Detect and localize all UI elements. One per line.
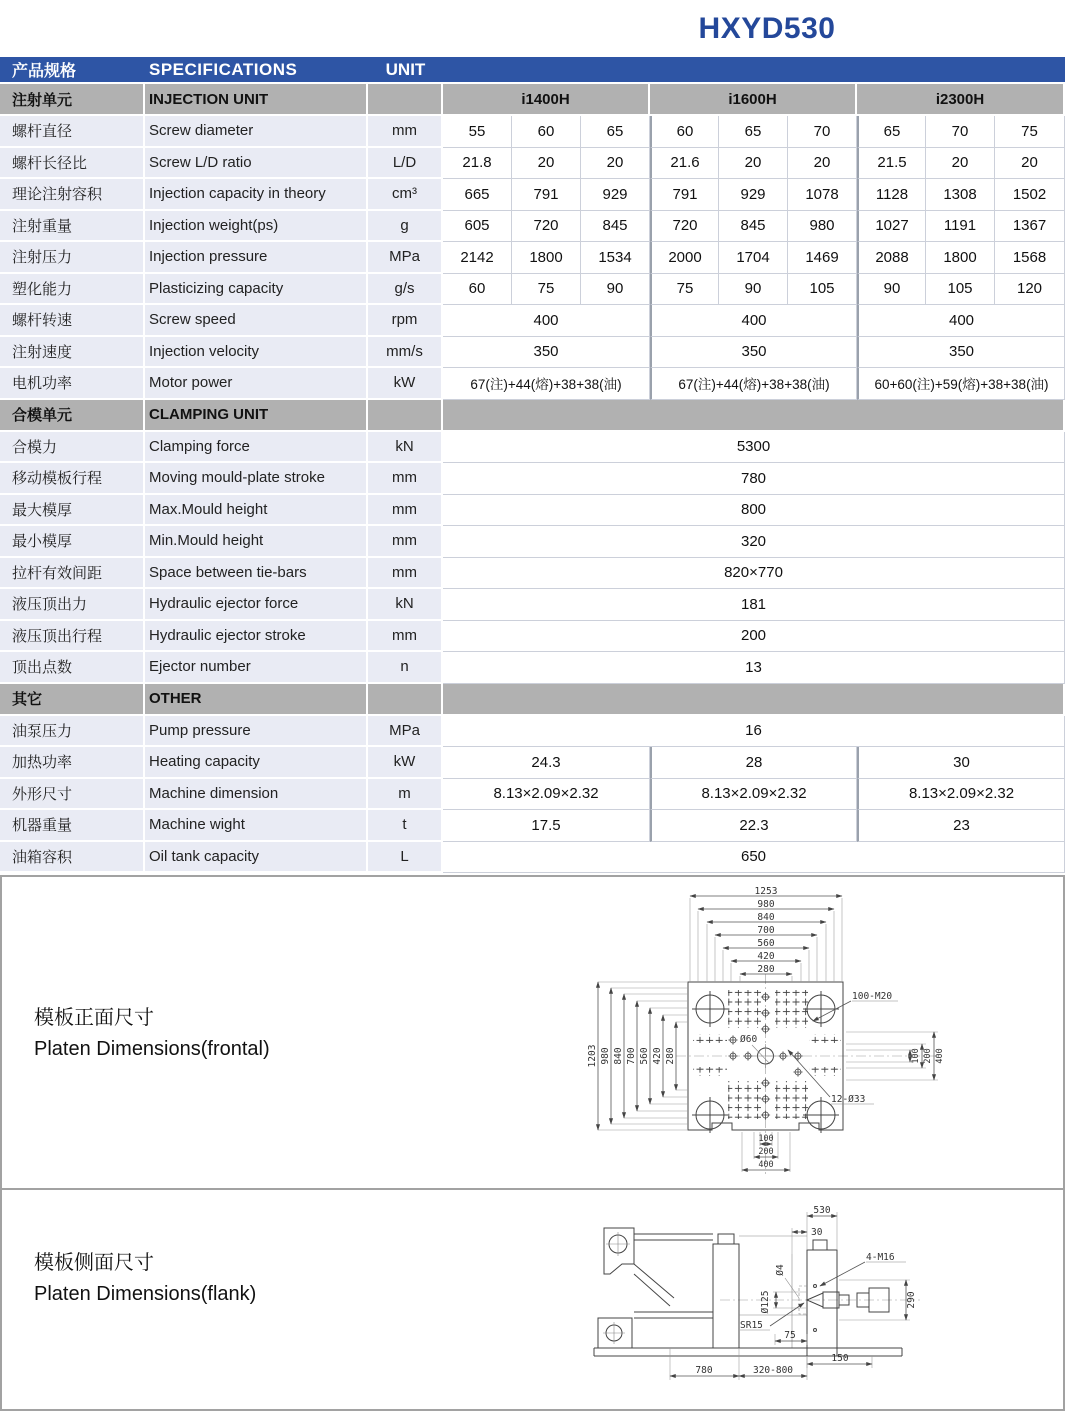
tapped-holes-label: 100-M20 [852, 991, 893, 1002]
unit-cell: g/s [368, 274, 443, 306]
label-en: Screw speed [145, 305, 368, 337]
value-cell: 21.8 [443, 148, 512, 180]
dim-text: 560 [757, 938, 775, 949]
value-cell: 2000 [650, 242, 719, 274]
row-oil-tank [0, 842, 1065, 874]
label-en: Screw L/D ratio [145, 148, 368, 180]
header-product-spec: 产品规格 [0, 57, 145, 84]
unit-cell: cm³ [368, 179, 443, 211]
dim-text: 840 [757, 912, 775, 923]
unit-cell: kW [368, 368, 443, 400]
header-unit: UNIT [368, 57, 443, 84]
unit-cell: mm/s [368, 337, 443, 369]
value-cell: 105 [788, 274, 857, 306]
value-cell: 2088 [857, 242, 926, 274]
top-dimensions [690, 886, 842, 982]
value-cell: 20 [581, 148, 650, 180]
nozzle-radius-label: SR15 [740, 1320, 763, 1331]
row-injection-velocity [0, 337, 1065, 369]
value-cell: 30 [857, 747, 1065, 779]
frontal-label [34, 1003, 270, 1065]
label-zh: 注射速度 [0, 337, 145, 369]
value-cell: 17.5 [443, 810, 650, 842]
value-cell: 181 [443, 589, 1065, 621]
label-en: Clamping force [145, 432, 368, 464]
value-cell: 400 [857, 305, 1065, 337]
label-zh: 螺杆转速 [0, 305, 145, 337]
value-cell: 13 [443, 652, 1065, 684]
page-title: HXYD530 [698, 12, 836, 45]
row-heating-capacity [0, 747, 1065, 779]
row-ejector-stroke [0, 621, 1065, 653]
value-cell: 1534 [581, 242, 650, 274]
dim-text: 980 [600, 1047, 611, 1065]
value-cell: 70 [926, 116, 995, 148]
value-cell: 90 [581, 274, 650, 306]
row-screw-ld-ratio [0, 148, 1065, 180]
unit-cell: t [368, 810, 443, 842]
unit-cell: m [368, 779, 443, 811]
dim-text: 280 [665, 1047, 676, 1065]
value-cell: 60 [512, 116, 581, 148]
unit-cell: kN [368, 432, 443, 464]
value-cell: 65 [581, 116, 650, 148]
d150-dim: 150 [831, 1353, 849, 1364]
value-cell: 1800 [926, 242, 995, 274]
row-moving-stroke [0, 463, 1065, 495]
flank-dimensions [670, 1205, 917, 1380]
row-injection-weight [0, 211, 1065, 243]
value-cell: 20 [995, 148, 1065, 180]
label-en: Plasticizing capacity [145, 274, 368, 306]
dim-text: 1253 [754, 886, 778, 897]
label-zh: 液压顶出力 [0, 589, 145, 621]
unit-cell: mm [368, 526, 443, 558]
stationary-platen [799, 1240, 837, 1356]
label-zh: 油泵压力 [0, 716, 145, 748]
value-cell: 1191 [926, 211, 995, 243]
row-machine-dimension [0, 779, 1065, 811]
row-ejector-number [0, 652, 1065, 684]
frontal-label-en: Platen Dimensions(frontal) [34, 1038, 270, 1060]
platen-width-dim: 530 [813, 1205, 831, 1216]
unit-cell: MPa [368, 716, 443, 748]
value-cell: 1568 [995, 242, 1065, 274]
hole-dim: Ø4 [775, 1264, 786, 1276]
flank-platen-drawing [570, 1198, 1050, 1403]
dim-text: 840 [613, 1047, 624, 1065]
value-cell: 8.13×2.09×2.32 [857, 779, 1065, 811]
specifications-table [0, 57, 1065, 873]
value-cell: 400 [443, 305, 650, 337]
value-cell: 70 [788, 116, 857, 148]
value-cell: 650 [443, 842, 1065, 874]
dim-text: 700 [626, 1047, 637, 1065]
flank-label-en: Platen Dimensions(flank) [34, 1283, 257, 1305]
value-cell: 350 [650, 337, 857, 369]
label-zh: 机器重量 [0, 810, 145, 842]
value-cell: 120 [995, 274, 1065, 306]
value-cell: 1308 [926, 179, 995, 211]
bottom-dimensions [742, 1132, 790, 1172]
mould-range-dim: 320-800 [752, 1365, 794, 1376]
unit-cell: L [368, 842, 443, 874]
value-cell: 605 [443, 211, 512, 243]
value-cell: 791 [512, 179, 581, 211]
dim-text: 280 [757, 964, 775, 975]
value-cell: 22.3 [650, 810, 857, 842]
label-en: Moving mould-plate stroke [145, 463, 368, 495]
model-header-i1400h: i1400H [443, 84, 650, 116]
label-en: Machine wight [145, 810, 368, 842]
bolt-holes-label: 4-M16 [866, 1252, 895, 1263]
value-cell: 820×770 [443, 558, 1065, 590]
value-cell: 845 [719, 211, 788, 243]
dim-text: 200 [758, 1147, 774, 1157]
label-zh: 最小模厚 [0, 526, 145, 558]
value-cell: 1800 [512, 242, 581, 274]
value-cell: 75 [650, 274, 719, 306]
label-en: Heating capacity [145, 747, 368, 779]
value-cell: 60 [443, 274, 512, 306]
label-zh: 拉杆有效间距 [0, 558, 145, 590]
section-injection-unit [0, 84, 1065, 116]
label-en: Oil tank capacity [145, 842, 368, 874]
value-cell: 1502 [995, 179, 1065, 211]
row-machine-weight [0, 810, 1065, 842]
unit-cell: mm [368, 558, 443, 590]
dim-text: 700 [757, 925, 775, 936]
label-zh: 移动模板行程 [0, 463, 145, 495]
unit-cell: MPa [368, 242, 443, 274]
dim-text: 400 [935, 1048, 945, 1064]
row-max-mould-height [0, 495, 1065, 527]
frontal-drawing-panel [0, 875, 1065, 1190]
label-zh: 合模力 [0, 432, 145, 464]
value-cell: 2142 [443, 242, 512, 274]
value-cell: 21.6 [650, 148, 719, 180]
value-cell: 800 [443, 495, 1065, 527]
center-hole-label: Ø60 [740, 1034, 758, 1045]
row-screw-diameter [0, 116, 1065, 148]
title-bar [0, 0, 1065, 57]
model-header-i2300h: i2300H [857, 84, 1065, 116]
value-cell: 20 [719, 148, 788, 180]
value-cell: 28 [650, 747, 857, 779]
value-cell: 20 [512, 148, 581, 180]
value-cell: 67(注)+44(熔)+38+38(油) [443, 368, 650, 400]
left-dimensions [587, 982, 688, 1130]
value-cell: 20 [926, 148, 995, 180]
value-cell: 320 [443, 526, 1065, 558]
unit-cell: rpm [368, 305, 443, 337]
label-zh: 塑化能力 [0, 274, 145, 306]
section-unit-cell [368, 400, 443, 432]
flank-drawing-panel [0, 1188, 1065, 1411]
dim-text: 1203 [587, 1044, 598, 1068]
height-dim: 290 [906, 1291, 917, 1309]
dim-text: 980 [757, 899, 775, 910]
ejector-holes-label: 12-Ø33 [831, 1094, 866, 1105]
label-en: Injection capacity in theory [145, 179, 368, 211]
locating-ring-dim: Ø125 [760, 1290, 771, 1314]
section-other [0, 684, 1065, 716]
header-spacer [443, 57, 1065, 84]
d75-dim: 75 [784, 1330, 796, 1341]
label-en: Injection weight(ps) [145, 211, 368, 243]
value-cell: 65 [857, 116, 926, 148]
unit-cell: n [368, 652, 443, 684]
row-injection-capacity [0, 179, 1065, 211]
label-zh: 理论注射容积 [0, 179, 145, 211]
label-en: Hydraulic ejector force [145, 589, 368, 621]
label-zh: 注射压力 [0, 242, 145, 274]
label-en: Hydraulic ejector stroke [145, 621, 368, 653]
offset-dim: 30 [811, 1227, 823, 1238]
value-cell: 90 [719, 274, 788, 306]
value-cell: 1704 [719, 242, 788, 274]
value-cell: 350 [443, 337, 650, 369]
label-en: Min.Mould height [145, 526, 368, 558]
value-cell: 720 [650, 211, 719, 243]
label-zh: 最大模厚 [0, 495, 145, 527]
label-zh: 油箱容积 [0, 842, 145, 874]
unit-cell: mm [368, 621, 443, 653]
value-cell: 8.13×2.09×2.32 [443, 779, 650, 811]
label-zh: 液压顶出行程 [0, 621, 145, 653]
header-specifications: SPECIFICATIONS [145, 57, 368, 84]
value-cell: 20 [788, 148, 857, 180]
label-zh: 外形尺寸 [0, 779, 145, 811]
label-en: Injection pressure [145, 242, 368, 274]
label-en: Motor power [145, 368, 368, 400]
unit-cell: kN [368, 589, 443, 621]
section-label-zh: 其它 [0, 684, 145, 716]
value-cell: 1128 [857, 179, 926, 211]
dim-text: 400 [758, 1160, 774, 1170]
model-header-i1600h: i1600H [650, 84, 857, 116]
flank-label-zh: 模板侧面尺寸 [34, 1252, 154, 1274]
value-cell: 791 [650, 179, 719, 211]
value-cell: 75 [995, 116, 1065, 148]
dim-text: 200 [923, 1048, 933, 1064]
unit-cell: mm [368, 463, 443, 495]
label-en: Screw diameter [145, 116, 368, 148]
value-cell: 929 [581, 179, 650, 211]
value-cell: 350 [857, 337, 1065, 369]
section-unit-cell [368, 684, 443, 716]
unit-cell: g [368, 211, 443, 243]
section-label-en: INJECTION UNIT [145, 84, 368, 116]
section-values-spacer [443, 400, 1065, 432]
flank-label [34, 1248, 256, 1310]
value-cell: 1469 [788, 242, 857, 274]
value-cell: 980 [788, 211, 857, 243]
table-header-row [0, 57, 1065, 84]
dim-text: 100 [911, 1048, 921, 1064]
row-screw-speed [0, 305, 1065, 337]
value-cell: 23 [857, 810, 1065, 842]
label-zh: 顶出点数 [0, 652, 145, 684]
unit-cell: mm [368, 495, 443, 527]
label-en: Pump pressure [145, 716, 368, 748]
dim-text: 420 [652, 1047, 663, 1065]
value-cell: 665 [443, 179, 512, 211]
section-label-en: CLAMPING UNIT [145, 400, 368, 432]
value-cell: 845 [581, 211, 650, 243]
dim-text: 560 [639, 1047, 650, 1065]
value-cell: 90 [857, 274, 926, 306]
section-clamping-unit [0, 400, 1065, 432]
frontal-label-zh: 模板正面尺寸 [34, 1007, 154, 1029]
section-unit-cell [368, 84, 443, 116]
row-motor-power [0, 368, 1065, 400]
row-plasticizing-capacity [0, 274, 1065, 306]
value-cell: 5300 [443, 432, 1065, 464]
value-cell: 67(注)+44(熔)+38+38(油) [650, 368, 857, 400]
unit-cell: L/D [368, 148, 443, 180]
dim-text: 100 [758, 1134, 774, 1144]
value-cell: 720 [512, 211, 581, 243]
value-cell: 60 [650, 116, 719, 148]
value-cell: 16 [443, 716, 1065, 748]
value-cell: 200 [443, 621, 1065, 653]
section-label-zh: 注射单元 [0, 84, 145, 116]
section-label-en: OTHER [145, 684, 368, 716]
row-tie-bar-space [0, 558, 1065, 590]
machine-body [594, 1228, 902, 1356]
label-en: Injection velocity [145, 337, 368, 369]
row-injection-pressure [0, 242, 1065, 274]
unit-cell: mm [368, 116, 443, 148]
value-cell: 8.13×2.09×2.32 [650, 779, 857, 811]
label-zh: 螺杆长径比 [0, 148, 145, 180]
row-min-mould-height [0, 526, 1065, 558]
label-zh: 加热功率 [0, 747, 145, 779]
label-en: Max.Mould height [145, 495, 368, 527]
row-pump-pressure [0, 716, 1065, 748]
value-cell: 24.3 [443, 747, 650, 779]
label-zh: 螺杆直径 [0, 116, 145, 148]
value-cell: 75 [512, 274, 581, 306]
row-ejector-force [0, 589, 1065, 621]
unit-cell: kW [368, 747, 443, 779]
label-en: Space between tie-bars [145, 558, 368, 590]
value-cell: 55 [443, 116, 512, 148]
label-zh: 注射重量 [0, 211, 145, 243]
label-zh: 电机功率 [0, 368, 145, 400]
label-en: Machine dimension [145, 779, 368, 811]
value-cell: 60+60(注)+59(熔)+38+38(油) [857, 368, 1065, 400]
value-cell: 65 [719, 116, 788, 148]
center-hole [753, 1044, 778, 1068]
value-cell: 929 [719, 179, 788, 211]
dim-text: 420 [757, 951, 775, 962]
value-cell: 1027 [857, 211, 926, 243]
value-cell: 400 [650, 305, 857, 337]
section-values-spacer [443, 684, 1065, 716]
value-cell: 105 [926, 274, 995, 306]
d780-dim: 780 [695, 1365, 713, 1376]
value-cell: 1367 [995, 211, 1065, 243]
section-label-zh: 合模单元 [0, 400, 145, 432]
value-cell: 21.5 [857, 148, 926, 180]
frontal-platen-drawing [580, 882, 1055, 1182]
label-en: Ejector number [145, 652, 368, 684]
value-cell: 1078 [788, 179, 857, 211]
value-cell: 780 [443, 463, 1065, 495]
row-clamping-force [0, 432, 1065, 464]
